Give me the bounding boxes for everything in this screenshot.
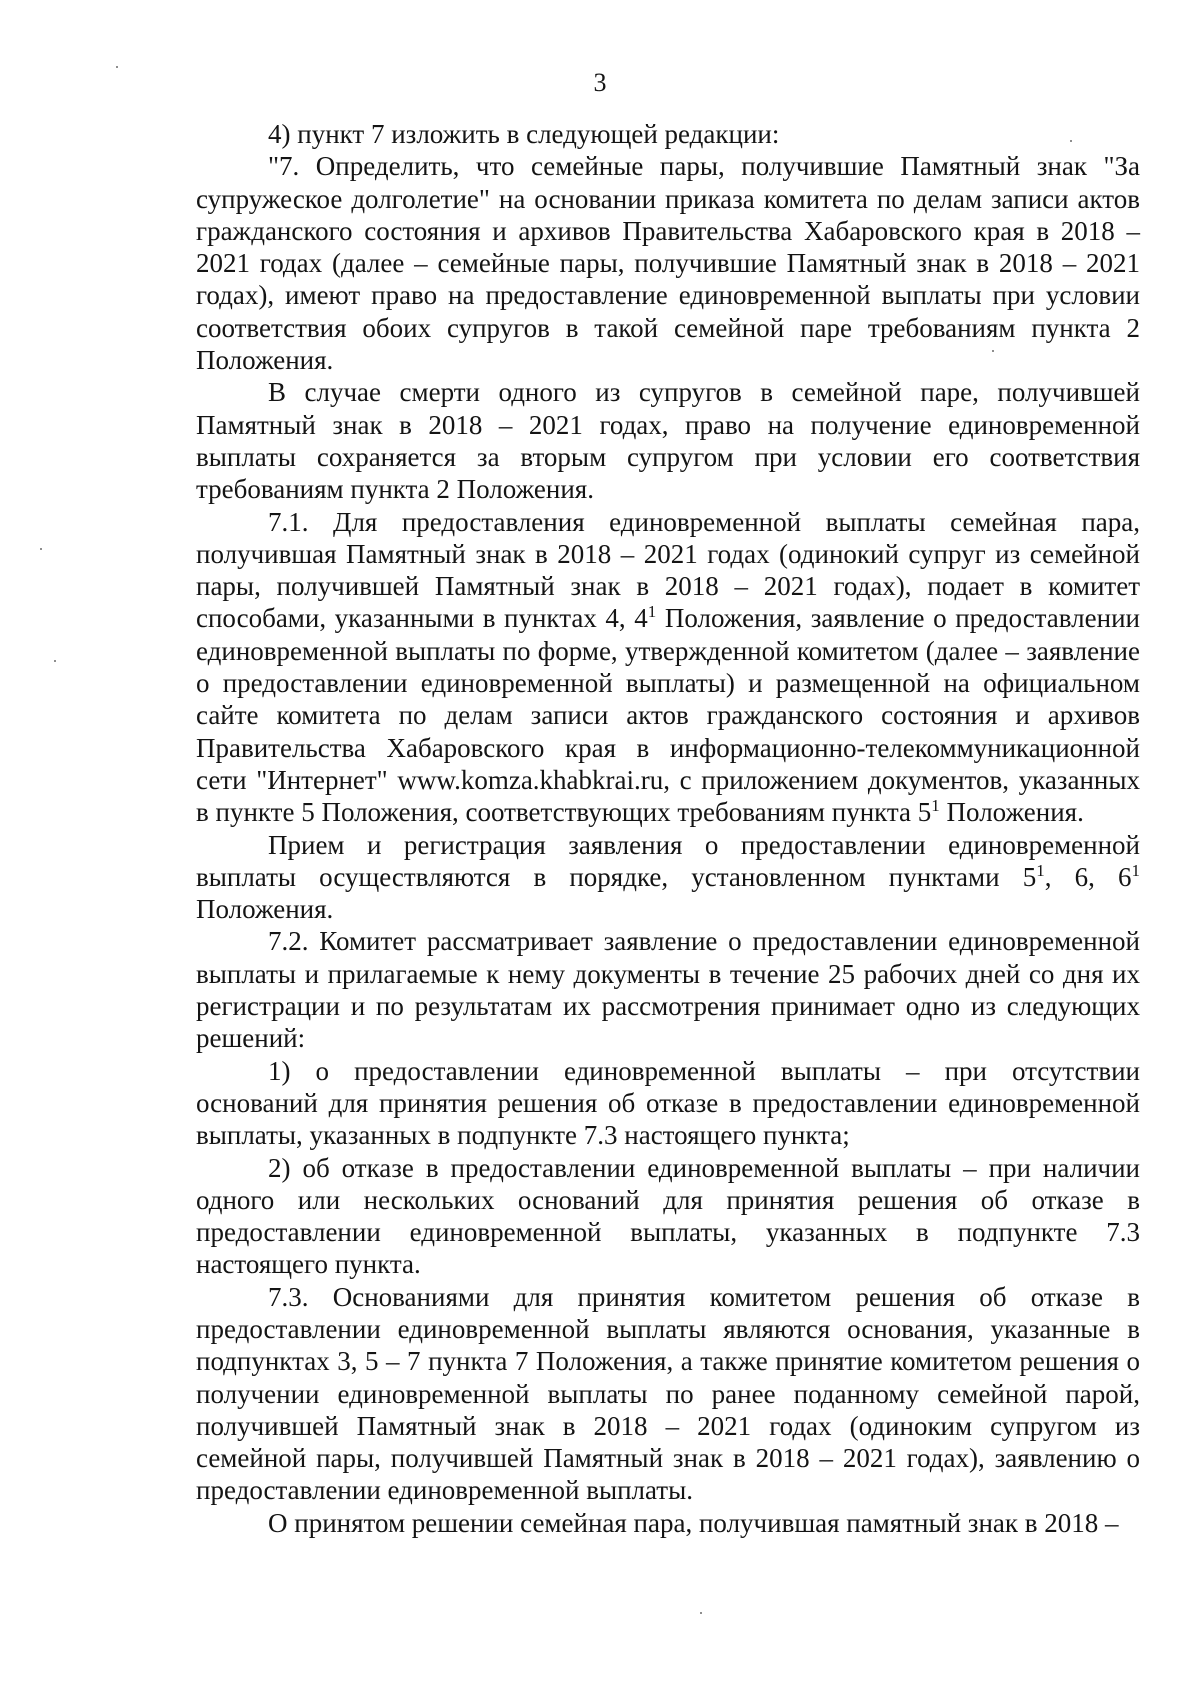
- paragraph-item-7: "7. Определить, что семейные пары, получившие Памятный знак "За супружеское долголетие" на основании приказа комитета по делам записи актов гражданского состояния и архивов Правительства Хабаровского края в 2018 – 2021 годах (далее – семейные пары, получившие Памятный знак в 2018 – 2021 годах), имеют право на предоставление единовременной выплаты при условии соответствия обоих супругов в такой семейной паре требованиям пункта 2 Положения.: [196, 151, 1140, 376]
- paragraph-registration: [196, 829, 1140, 926]
- superscript: 1: [647, 602, 657, 622]
- document-body: [196, 118, 1140, 1539]
- superscript: 1: [931, 796, 940, 816]
- superscript: 1: [1036, 860, 1045, 880]
- text-segment: Прием и регистрация заявления о предоставлении единовременной выплаты осуществляются в порядке, установленном пунктами 5: [196, 829, 1140, 892]
- text-segment: Положения.: [196, 894, 334, 925]
- scan-speck: [1070, 140, 1072, 142]
- paragraph-item-7-3: 7.3. Основаниями для принятия комитетом решения об отказе в предоставлении единовременной выплаты являются основания, указанные в подпунктах 3, 5 – 7 пункта 7 Положения, а также принятие комитетом решения о получении единовременной выплаты по ранее поданному семейной парой, получившей Памятный знак в 2018 – 2021 годах (одиноким супругом из семейной пары, получившей Памятный знак в 2018 – 2021 годах), заявлению о предоставлении единовременной выплаты.: [196, 1281, 1140, 1506]
- paragraph-spouse-death: В случае смерти одного из супругов в семейной паре, получившей Памятный знак в 2018 – 2021 годах, право на получение единовременной выплаты сохраняется за вторым супругом при условии его соответствия требованиям пункта 2 Положения.: [196, 377, 1140, 505]
- paragraph-item-7-2: 7.2. Комитет рассматривает заявление о предоставлении единовременной выплаты и прилагаемые к нему документы в течение 25 рабочих дней со дня их регистрации и по результатам их рассмотрения принимает одно из следующих решений:: [196, 926, 1140, 1054]
- text-segment: , 6, 6: [1044, 861, 1132, 892]
- paragraph-decision-refusal: 2) об отказе в предоставлении единовременной выплаты – при наличии одного или нескольких оснований для принятия решения об отказе в предоставлении единовременной выплаты, указанных в подпункте 7.3 настоящего пункта.: [196, 1152, 1140, 1280]
- paragraph-notification: О принятом решении семейная пара, получившая памятный знак в 2018 –: [268, 1507, 1119, 1538]
- paragraph-amendment-intro: 4) пункт 7 изложить в следующей редакции:: [268, 119, 780, 149]
- scan-speck: [40, 548, 42, 550]
- text-segment: Положения.: [939, 797, 1084, 828]
- superscript: 1: [1131, 860, 1140, 880]
- paragraph-item-7-1: [196, 506, 1140, 829]
- scan-speck: [116, 66, 118, 68]
- scan-speck: [700, 1612, 702, 1614]
- paragraph-decision-grant: 1) о предоставлении единовременной выплаты – при отсутствии оснований для принятия решения об отказе в предоставлении единовременной выплаты, указанных в подпункте 7.3 настоящего пункта;: [196, 1055, 1140, 1151]
- scan-speck: [54, 660, 56, 662]
- text-segment: Положения, заявление о предоставлении единовременной выплаты по форме, утвержденной комитетом (далее – заявление о предоставлении единовременной выплаты) и размещенной на официальном сайте комитета по делам записи актов гражданского состояния и архивов Правительства Хабаровского края в информационно-телекоммуникационной сети "Интернет" www.komza.khabkrai.ru, с приложением документов, указанных в пункте 5 Положения, соответствующих требованиям пункта 5: [196, 603, 1140, 828]
- text-segment: 7.1. Для предоставления единовременной выплаты семейная пара, получившая Памятный знак в 2018 – 2021 годах (одинокий супруг из семейной пары, получившей Памятный знак в 2018 – 2021 годах), подает в комитет способами, указанными в пунктах 4, 4: [196, 506, 1140, 634]
- scan-speck: [992, 350, 994, 352]
- page-number: 3: [593, 68, 607, 97]
